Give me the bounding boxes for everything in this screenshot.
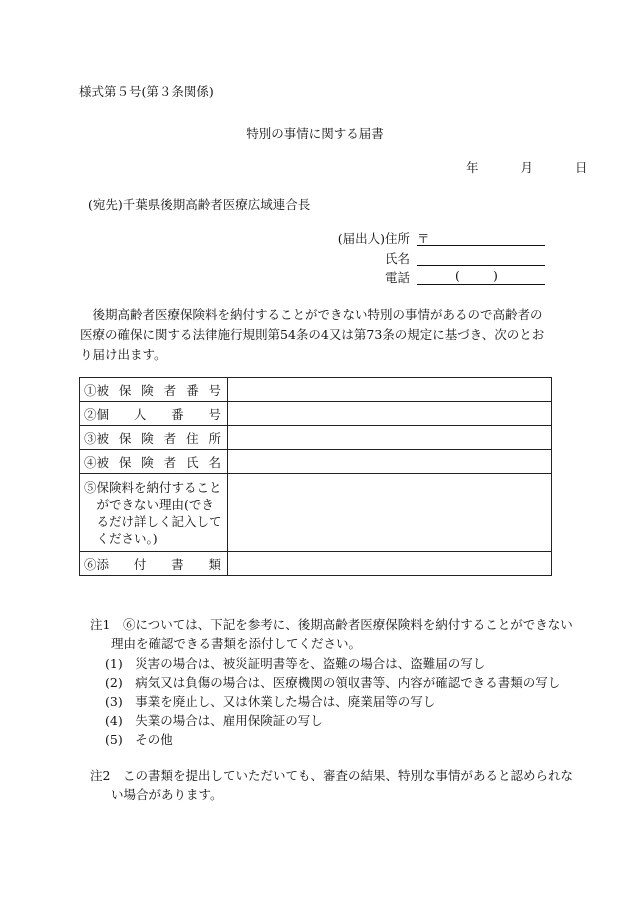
note-item-3: (3) 事業を廃止し、又は休業した場合は、廃業届等の写し: [105, 694, 436, 709]
phone-field[interactable]: [417, 268, 545, 285]
insured-address-input[interactable]: [228, 426, 552, 450]
postal-mark: 〒: [417, 231, 430, 246]
date-month-label: 月: [520, 160, 533, 175]
table-row: [80, 378, 552, 402]
date-day-label: 日: [574, 160, 588, 175]
note-item-2: (2) 病気又は負傷の場合は、医療機関の領収書等、内容が確認できる書類の写し: [105, 675, 561, 690]
insured-number-input[interactable]: [228, 378, 552, 402]
reason-input[interactable]: [228, 474, 552, 552]
address-field[interactable]: [417, 229, 545, 246]
note-2-continued: い場合があります。: [111, 787, 223, 802]
addressee: (宛先)千葉県後期高齢者医療広域連合長: [88, 197, 311, 212]
insured-address-label: ③被 保 険 者 住 所: [80, 426, 228, 450]
table-row: [80, 552, 552, 576]
insured-name-label: ④被 保 険 者 氏 名: [80, 450, 228, 474]
phone-paren-close: ): [493, 268, 498, 283]
reason-label: ⑤保険料を納付すること ができない理由(でき るだけ詳しく記入して ください。): [80, 474, 228, 552]
individual-number-input[interactable]: [228, 402, 552, 426]
phone-paren-open: (: [455, 268, 460, 283]
note-item-1: (1) 災害の場合は、被災証明書等を、盗難の場合は、盗難届の写し: [105, 656, 486, 671]
name-label: 氏名: [384, 251, 410, 266]
name-field[interactable]: [417, 249, 545, 266]
form-number: 様式第５号(第３条関係): [79, 84, 214, 99]
date-field[interactable]: [466, 158, 587, 176]
table-row: [80, 402, 552, 426]
note-item-5: (5) その他: [105, 732, 173, 747]
statement-paragraph: 後期高齢者医療保険料を納付することができない特別の事情があるので高齢者の医療の確保に関する法律施行規則第54条の4又は第73条の規定に基づき、次のとおり届け出ます。: [80, 307, 545, 362]
date-year-label: 年: [466, 160, 479, 175]
insured-number-label: ①被 保 険 者 番 号: [80, 378, 228, 402]
table-row: [80, 450, 552, 474]
address-label: (届出人)住所: [337, 231, 410, 246]
attached-documents-input[interactable]: [228, 552, 552, 576]
applicant-address-row: [332, 229, 430, 247]
individual-number-label: ②個 人 番 号: [80, 402, 228, 426]
insured-name-input[interactable]: [228, 450, 552, 474]
phone-label: 電話: [384, 270, 410, 285]
applicant-phone-row: [332, 268, 498, 286]
applicant-name-row: [332, 249, 410, 267]
form-table: [79, 377, 552, 576]
document-title: 特別の事情に関する届書: [246, 126, 384, 141]
table-row: [80, 426, 552, 450]
note-1: 注1 ⑥については、下記を参考に、後期高齢者医療保険料を納付することができない: [90, 617, 573, 632]
note-1-continued: 理由を確認できる書類を添付してください。: [111, 636, 362, 651]
table-row: [80, 474, 552, 552]
note-item-4: (4) 失業の場合は、雇用保険証の写し: [105, 713, 323, 728]
attached-documents-label: ⑥添 付 書 類: [80, 552, 228, 576]
note-2: 注2 この書類を提出していただいても、審査の結果、特別な事情があると認められな: [90, 768, 573, 783]
